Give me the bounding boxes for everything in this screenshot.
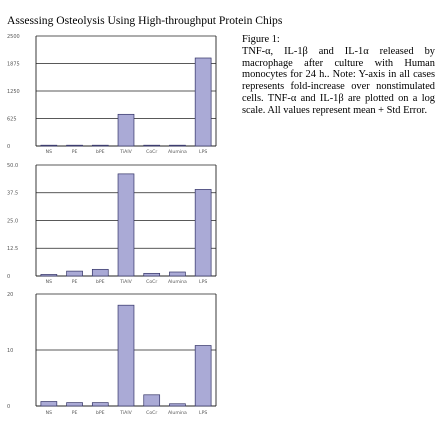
bar-tialv (118, 305, 134, 406)
x-category-label: LPS (199, 411, 208, 416)
bar-tialv (118, 174, 134, 276)
x-category-label: TiAlV (120, 150, 132, 155)
y-tick-label: 20 (7, 291, 14, 298)
x-category-label: NS (45, 280, 53, 285)
x-category-label: CoCr (146, 411, 158, 416)
x-category-label: Alumina (168, 150, 187, 155)
chart-il1-alpha (4, 287, 240, 421)
bar-bpe (92, 269, 108, 276)
x-category-label: PE (71, 280, 78, 285)
x-category-label: LPS (199, 280, 208, 285)
x-category-label: LPS (199, 150, 208, 155)
bar-bpe (92, 145, 108, 146)
y-tick-label: 50.0 (7, 162, 19, 169)
y-tick-label: 2500 (7, 33, 20, 40)
bar-ns (41, 402, 57, 406)
y-tick-label: 10 (7, 347, 14, 354)
x-category-label: NS (45, 411, 53, 416)
bar-pe (67, 145, 83, 146)
y-tick-label: 0 (7, 273, 11, 280)
y-tick-label: 0 (7, 403, 11, 410)
figure-label: Figure 1: (242, 34, 280, 45)
chart-tnf-alpha-svg (4, 30, 240, 156)
bar-cocr (144, 145, 160, 146)
x-category-label: CoCr (146, 150, 158, 155)
y-tick-label: 1250 (7, 88, 20, 95)
x-category-label: Alumina (168, 280, 187, 285)
y-tick-label: 25.0 (7, 218, 19, 225)
bar-alumina (169, 404, 185, 406)
x-category-label: PE (71, 150, 78, 155)
bar-pe (67, 271, 83, 276)
bar-cocr (144, 395, 160, 406)
bar-tialv (118, 114, 134, 146)
bar-alumina (169, 145, 185, 146)
bar-bpe (92, 403, 108, 406)
figure-caption (242, 34, 435, 117)
x-category-label: bPE (95, 150, 105, 155)
bar-pe (67, 403, 83, 406)
chart-il1-alpha-svg (4, 287, 240, 421)
y-tick-label: 1875 (7, 61, 20, 68)
x-category-label: NS (45, 150, 53, 155)
y-tick-label: 625 (7, 116, 17, 123)
bar-lps (195, 189, 211, 276)
bar-cocr (144, 273, 160, 276)
y-tick-label: 37.5 (7, 190, 19, 197)
x-category-label: PE (71, 411, 78, 416)
page-title: Assessing Osteolysis Using High-throughput Protein Chips (7, 14, 283, 27)
x-category-label: bPE (95, 280, 105, 285)
bar-alumina (169, 272, 185, 276)
x-category-label: TiAlV (120, 411, 132, 416)
x-category-label: Alumina (168, 411, 187, 416)
y-tick-label: 0 (7, 143, 11, 150)
bar-lps (195, 58, 211, 146)
caption-text: TNF-α, IL-1β and IL-1α released by macrophage after culture with Human monocytes for 24 h.. Note: Y-axis in all cases represents fold-increase over nonstimulated cells. TNF-α and IL-1β are plotted on a log scale. All values represent mean + Std Error. (242, 45, 435, 116)
chart-il1-beta-svg (4, 158, 240, 286)
x-category-label: TiAlV (120, 280, 132, 285)
bar-lps (195, 346, 211, 406)
chart-tnf-alpha (4, 30, 240, 156)
y-tick-label: 12.5 (7, 246, 19, 253)
bar-ns (41, 145, 57, 146)
bar-ns (41, 274, 57, 276)
chart-il1-beta (4, 158, 240, 286)
x-category-label: CoCr (146, 280, 158, 285)
x-category-label: bPE (95, 411, 105, 416)
